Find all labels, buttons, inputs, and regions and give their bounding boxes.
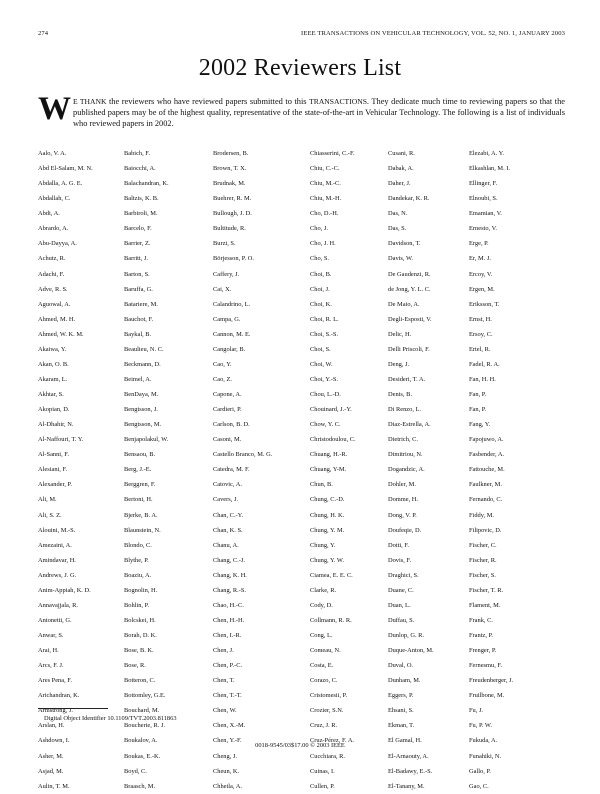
reviewer-name: Cho, J. H. — [310, 240, 336, 248]
reviewer-name: Dovis, F. — [388, 556, 412, 564]
reviewer-name: Filipovic, D. — [469, 526, 502, 534]
reviewer-name: Cho, D.-H. — [310, 210, 339, 218]
reviewer-name: Das, S. — [388, 225, 407, 233]
reviewer-name: Emamian, V. — [469, 210, 502, 218]
reviewer-name: Campa, G. — [213, 315, 241, 323]
reviewer-name: Arcs, F. J. — [38, 662, 64, 670]
reviewer-name: Abrardo, A. — [38, 225, 69, 233]
reviewer-name: Fruilbone, M. — [469, 692, 505, 700]
reviewer-name: De Gaudenzi, R. — [388, 270, 431, 278]
reviewer-name: Baykal, B. — [124, 330, 152, 338]
reviewer-name: de Jong, Y. L. C. — [388, 285, 431, 293]
reviewer-name: Das, N. — [388, 210, 408, 218]
reviewer-name: Gallo, P. — [469, 767, 491, 775]
reviewer-name: De Maio, A. — [388, 300, 420, 308]
reviewer-name: Alesiani, F. — [38, 466, 68, 474]
reviewer-name: Baltzis, K. B. — [124, 195, 159, 203]
reviewer-column — [38, 146, 104, 794]
reviewer-name: Dimitriou, N. — [388, 451, 423, 459]
reviewer-name: Al-Sanni, F. — [38, 451, 69, 459]
reviewer-name: Cannon, M. E. — [213, 330, 251, 338]
reviewer-name: Ellinger, F. — [469, 180, 498, 188]
reviewer-name: Al-Naffouri, T. Y. — [38, 436, 84, 444]
reviewer-name: Fiddy, M. — [469, 511, 494, 519]
intro-text-1: the reviewers who have reviewed papers submitted to this — [106, 97, 310, 106]
reviewer-name: Fan, H. H. — [469, 375, 496, 383]
reviewer-name: Abdallah, C. — [38, 195, 71, 203]
reviewer-name: Chuang, Y-M. — [310, 466, 347, 474]
reviewer-name: Eriksson, T. — [469, 300, 500, 308]
reviewer-name: Chang, R.-S. — [213, 586, 247, 594]
reviewer-name: Arichandran, K. — [38, 692, 80, 700]
reviewer-name: Cucchiara, R. — [310, 752, 345, 760]
reviewer-name: Ernesto, V. — [469, 225, 497, 233]
reviewer-name: Alouini, M.-S. — [38, 526, 76, 534]
reviewer-name: Abu-Dayya, A. — [38, 240, 77, 248]
reviewer-name: Buehrer, R. M. — [213, 195, 252, 203]
reviewer-name: Cusani, R. — [388, 150, 415, 157]
reviewer-name: Choi, R. L. — [310, 315, 339, 323]
reviewer-name: Castello Branco, M. G. — [213, 451, 273, 459]
reviewer-name: Abd El-Salam, M. N. — [38, 165, 93, 173]
reviewer-name: Dunham, M. — [388, 677, 421, 685]
reviewer-name: Barton, S. — [124, 270, 150, 278]
reviewer-column — [310, 146, 376, 794]
reviewer-name: Amezaini, A. — [38, 541, 72, 549]
reviewer-name: Choi, J. — [310, 285, 330, 293]
reviewer-name: Chuang, H.-R. — [310, 451, 348, 459]
reviewer-name: Choi, W. — [310, 360, 333, 368]
reviewer-name: Cho, S. — [310, 255, 330, 263]
page-number: 274 — [38, 30, 49, 37]
reviewer-name: Doufeqie, D. — [388, 526, 422, 534]
reviewer-name: Ersoy, C. — [469, 330, 493, 338]
reviewer-name: Cody, D. — [310, 601, 333, 609]
reviewer-name: Cullen, P. — [310, 782, 335, 790]
reviewer-name: Chung, Y. W. — [310, 556, 344, 564]
reviewer-name: Dandekar, K. R. — [388, 195, 430, 203]
reviewer-name: Denis, B. — [388, 391, 412, 398]
reviewer-name: Faulkner, M. — [469, 481, 502, 489]
reviewer-name: Burzi, S. — [213, 240, 236, 248]
reviewer-name: Choi, K. — [310, 300, 332, 308]
reviewer-name: BenDaya, M. — [124, 391, 159, 398]
reviewer-name: Akaiwa, Y. — [38, 345, 67, 353]
reviewer-name: Ertel, R. — [469, 345, 491, 353]
reviewer-name: Collmann, R. R. — [310, 616, 352, 624]
reviewer-name: Bullough, J. D. — [213, 210, 252, 218]
reviewer-name: Ahmed, M. H. — [38, 315, 76, 323]
reviewer-name: Arai, H. — [38, 647, 59, 655]
reviewer-name: Duque-Anton, M. — [388, 647, 434, 655]
reviewer-name: Berggren, F. — [124, 481, 156, 489]
reviewer-name: Dunlop, G. R. — [388, 632, 425, 639]
reviewer-name: Ciamea, E. E. C. — [310, 571, 353, 579]
reviewer-name: Botteron, C. — [124, 677, 156, 685]
reviewer-name: Beimel, A. — [124, 375, 152, 383]
reviewer-name: Cuinas, I. — [310, 767, 335, 775]
reviewer-name: Duffau, S. — [388, 616, 415, 624]
reviewer-name: Fapojuwo, A. — [469, 436, 504, 444]
footnote-rule — [38, 708, 108, 709]
reviewer-name: Frenger, P. — [469, 647, 497, 655]
reviewer-name: Boaziu, A. — [124, 571, 152, 579]
reviewer-name: Chung, H. K. — [310, 511, 345, 519]
reviewer-column — [213, 146, 279, 794]
reviewer-name: Er, M. J. — [469, 255, 491, 263]
reviewer-name: Barbiroli, M. — [124, 210, 158, 218]
reviewer-name: Draghici, S. — [388, 571, 419, 579]
reviewer-name: Cangolar, B. — [213, 345, 246, 353]
reviewer-name: Boucherie, R. J. — [124, 722, 165, 730]
reviewer-name: Comeau, N. — [310, 647, 341, 655]
reviewer-name: Christodoulou, C. — [310, 436, 356, 444]
reviewer-name: Bultitude, R. — [213, 225, 246, 233]
reviewer-name: Choi, Y.-S. — [310, 375, 339, 383]
footnote-doi: Digital Object Identifier 10.1109/TVT.2003.811863 — [44, 715, 177, 722]
reviewer-name: Bohlin, P. — [124, 601, 150, 609]
reviewer-name: Corazo, C. — [310, 677, 338, 685]
reviewer-name: Anim-Appiah, K. D. — [38, 586, 91, 594]
reviewer-name: Dietrich, C. — [388, 436, 418, 444]
reviewer-name: Calandrino, L. — [213, 300, 251, 308]
reviewer-name: Blondo, C. — [124, 541, 152, 549]
reviewer-name: Erge, P. — [469, 240, 489, 248]
reviewer-name: Bottomley, G.E. — [124, 692, 166, 700]
reviewer-name: Davidson, T. — [388, 240, 421, 248]
reviewer-name: Beaulieu, N. C. — [124, 345, 164, 353]
reviewer-name: Fang, Y. — [469, 421, 491, 429]
reviewer-name: Annavajjala, R. — [38, 601, 78, 609]
reviewer-name: Clarke, R. — [310, 586, 337, 594]
reviewer-name: Cho, J. — [310, 225, 328, 233]
reviewer-name: Chanu, A. — [213, 541, 239, 549]
reviewer-name: Cao, Z. — [213, 375, 232, 383]
reviewer-name: Fischer, S. — [469, 571, 496, 579]
reviewer-name: Armstrong, J. — [38, 707, 73, 715]
reviewer-name: Chouinard, J.-Y. — [310, 406, 352, 414]
reviewer-name: Chan, C.-Y. — [213, 511, 244, 519]
reviewer-name: Choi, B. — [310, 270, 332, 278]
reviewer-name: Chiasserini, C.-F. — [310, 150, 355, 157]
reviewer-name: Fernesmu, F. — [469, 662, 503, 670]
reviewer-name: Chen, P.-C. — [213, 662, 243, 670]
reviewer-name: Di Renzo, L. — [388, 406, 422, 414]
reviewer-name: Davis, W. — [388, 255, 414, 263]
reviewer-name: Freudenberger, J. — [469, 677, 514, 685]
reviewer-name: Crozier, S.N. — [310, 707, 344, 715]
reviewer-name: Bose, B. K. — [124, 647, 154, 655]
reviewer-name: Chen, W. — [213, 707, 237, 715]
reviewer-name: Cheng, J. — [213, 752, 237, 760]
reviewer-name: Boukalov, A. — [124, 737, 158, 745]
reviewer-name: Fukuda, A. — [469, 737, 498, 745]
reviewer-name: El-Badawy, E.-S. — [388, 767, 433, 775]
drop-cap: W — [38, 91, 71, 127]
reviewer-name: Capone, A. — [213, 391, 242, 398]
reviewer-name: Deng, J. — [388, 360, 410, 368]
reviewer-name: Fernando, C. — [469, 496, 503, 504]
reviewer-name: Blythe, P. — [124, 556, 149, 564]
reviewer-name: Brown, T. X. — [213, 165, 247, 173]
reviewer-name: Choi, S. — [310, 345, 331, 353]
reviewer-name: Fadel, R. A. — [469, 360, 500, 368]
reviewer-name: Bouchard, M. — [124, 707, 160, 715]
reviewer-name: Dong, V. P. — [388, 511, 417, 519]
reviewer-name: Catedra, M. F. — [213, 466, 250, 474]
reviewer-name: Degli-Esposti, V. — [388, 315, 432, 323]
reviewer-name: Fan, P. — [469, 406, 487, 414]
reviewer-name: Adve, R. S. — [38, 285, 68, 293]
intro-lead: E THANK — [73, 97, 107, 106]
reviewer-name: Chen, T. — [213, 677, 235, 685]
reviewer-name: Batariere, M. — [124, 300, 158, 308]
reviewer-name: Duan, L. — [388, 601, 411, 609]
reviewer-name: Ergen, M. — [469, 285, 495, 293]
reviewer-name: Bengtsson, J. — [124, 406, 158, 414]
reviewer-name: Baruffa, G. — [124, 285, 153, 293]
reviewer-name: Chun, B. — [310, 481, 333, 489]
reviewer-name: Dohler, M. — [388, 481, 416, 489]
reviewer-name: Delli Priscoli, F. — [388, 345, 430, 353]
reviewer-name: Abdi, A. — [38, 210, 60, 218]
intro-text-2: . They dedicate much time to reviewing papers so that the published papers may be of the highest quality, representative of the state-of-the-art in Vehicular Technology. The following is a list of individuals who reviewed papers in 2002. — [73, 97, 566, 129]
reviewer-name: Brodersen, B. — [213, 150, 249, 157]
reviewer-name: Bengtsson, M. — [124, 421, 162, 429]
reviewer-name: Fu, P. W. — [469, 722, 492, 730]
reviewer-name: Berg, J.-E. — [124, 466, 152, 474]
reviewer-name: Duane, C. — [388, 586, 414, 594]
reviewer-name: Caffery, J. — [213, 270, 240, 278]
reviewer-name: Benjapolakul, W. — [124, 436, 169, 444]
reviewer-name: Chung, C.-D. — [310, 496, 345, 504]
reviewer-name: Bertoni, H. — [124, 496, 153, 504]
reviewer-name: Brudnak, M. — [213, 180, 246, 188]
reviewer-name: Abdalla, A. G. E. — [38, 180, 83, 188]
reviewer-name: Elnoubi, S. — [469, 195, 498, 203]
reviewer-name: Casoni, M. — [213, 436, 242, 444]
reviewer-name: Barrier, Z. — [124, 240, 151, 248]
reviewer-name: Aguowal, A. — [38, 300, 71, 308]
reviewer-name: Fattouche, M. — [469, 466, 505, 474]
reviewer-name: Asher, M. — [38, 752, 64, 760]
reviewer-name: Cardieri, P. — [213, 406, 242, 414]
reviewer-column — [124, 146, 190, 794]
reviewer-name: Asjad, M. — [38, 767, 64, 775]
reviewer-name: Chan, K. S. — [213, 526, 243, 534]
reviewer-column — [469, 146, 535, 794]
reviewer-name: Börjesson, P. O. — [213, 255, 255, 263]
reviewer-name: El-Tanany, M. — [388, 782, 425, 790]
reviewer-name: Chen, Y.-F. — [213, 737, 242, 745]
reviewer-name: Fischer, C. — [469, 541, 497, 549]
reviewer-name: Bauchot, F. — [124, 315, 154, 323]
reviewer-name: Desideri, T. A. — [388, 375, 426, 383]
reviewer-name: Daher, J. — [388, 180, 411, 188]
reviewer-name: Barcelo, F. — [124, 225, 152, 233]
reviewer-name: Chiu, M.-H. — [310, 195, 342, 203]
reviewer-name: Elezabi, A. Y. — [469, 150, 504, 157]
reviewer-name: Diaz-Estrella, A. — [388, 421, 431, 429]
reviewer-name: Duval, O. — [388, 662, 414, 670]
reviewer-name: Fischer, R. — [469, 556, 497, 564]
reviewer-name: Alexander, P. — [38, 481, 72, 489]
reviewer-name: Bose, R. — [124, 662, 146, 670]
reviewer-name: Domme, H. — [388, 496, 418, 504]
reviewer-column — [388, 146, 454, 794]
reviewer-name: Chao, H.-C. — [213, 601, 244, 609]
reviewer-name: Boukas, E.-K. — [124, 752, 161, 760]
reviewer-name: Cruz, J. R. — [310, 722, 338, 730]
reviewer-name: Chen, X.-M. — [213, 722, 246, 730]
reviewer-name: Chen, T.-T. — [213, 692, 242, 700]
reviewer-name: Boyd, C. — [124, 767, 147, 775]
reviewer-name: Borah, D. K. — [124, 632, 157, 639]
reviewer-name: Cruz-Pérez, F. A. — [310, 737, 355, 745]
reviewer-name: Ercoy, V. — [469, 270, 493, 278]
reviewer-name: Achutz, R. — [38, 255, 66, 263]
reviewer-name: Chou, L.-D. — [310, 391, 341, 398]
reviewer-name: Cai, X. — [213, 285, 232, 293]
reviewer-name: Dotti, F. — [388, 541, 409, 549]
reviewer-name: Ahmed, W. K. M. — [38, 330, 84, 338]
reviewer-name: Funahiki, N. — [469, 752, 502, 760]
reviewer-name: Gao, C. — [469, 782, 489, 790]
reviewer-name: Chung, Y. M. — [310, 526, 345, 534]
reviewer-name: Bjerke, B. A. — [124, 511, 158, 519]
reviewer-name: Akopian, D. — [38, 406, 70, 414]
reviewer-name: Catovic, A. — [213, 481, 242, 489]
reviewer-name: Aalo, V. A. — [38, 150, 67, 157]
reviewer-name: Cao, Y. — [213, 360, 232, 368]
reviewer-name: Ali, M. — [38, 496, 57, 504]
reviewer-name: Cheun, K. — [213, 767, 240, 775]
reviewer-name: Ares Pena, F. — [38, 677, 72, 685]
reviewer-name: Frantz, P. — [469, 632, 493, 639]
reviewer-name: Carlson, B. D. — [213, 421, 250, 429]
reviewer-name: Bensaou, B. — [124, 451, 156, 459]
reviewer-name: Akan, O. B. — [38, 360, 69, 368]
reviewer-name: Amindavar, H. — [38, 556, 76, 564]
reviewer-name: Akaram, L. — [38, 375, 68, 383]
journal-title: IEEE TRANSACTIONS ON VEHICULAR TECHNOLOGY, VOL. 52, NO. 1, JANUARY 2003 — [301, 30, 565, 37]
reviewer-name: Andrews, J. G. — [38, 571, 77, 579]
reviewer-name: Ali, S. Z. — [38, 511, 62, 519]
reviewer-name: Bolcskei, H. — [124, 616, 156, 624]
reviewer-name: Beckmann, D. — [124, 360, 161, 368]
reviewer-name: Arslan, H. — [38, 722, 65, 730]
reviewer-name: Chow, Y. C. — [310, 421, 341, 429]
reviewer-name: Choi, S.-S. — [310, 330, 339, 338]
reviewer-name: Chung, Y. — [310, 541, 336, 549]
reviewer-name: Antonetti, G. — [38, 616, 72, 624]
reviewer-name: Fischer, T. R. — [469, 586, 504, 594]
reviewer-name: Balachandran, K. — [124, 180, 169, 188]
reviewer-name: Al-Dhahir, N. — [38, 421, 74, 429]
reviewer-name: El Gamal, H. — [388, 737, 422, 745]
reviewer-name: Delic, H. — [388, 330, 412, 338]
intro-transactions: TRANSACTIONS — [309, 97, 367, 106]
reviewer-name: Flament, M. — [469, 601, 501, 609]
reviewer-name: Ehsani, S. — [388, 707, 414, 715]
reviewer-name: Cong, L. — [310, 632, 333, 639]
reviewer-name: Babich, F. — [124, 150, 150, 157]
reviewer-name: Fan, P. — [469, 391, 487, 398]
reviewer-name: Elkashlan, M. I. — [469, 165, 510, 173]
running-header — [38, 30, 565, 42]
reviewer-name: Cristomesii, P. — [310, 692, 348, 700]
reviewer-name: Eggers, P. — [388, 692, 414, 700]
reviewer-name: Fasbender, A. — [469, 451, 505, 459]
reviewer-name: Chen, J. — [213, 647, 234, 655]
reviewer-name: Anwar, S. — [38, 632, 64, 639]
reviewer-name: Akhtar, S. — [38, 391, 64, 398]
copyright-footer: 0018-9545/03$17.00 © 2003 IEEE — [255, 742, 345, 749]
reviewer-name: Chhetla, A. — [213, 782, 242, 790]
reviewer-name: Chiu, M.-C. — [310, 180, 341, 188]
intro-paragraph — [38, 91, 566, 130]
reviewer-name: Frank, C. — [469, 616, 493, 624]
reviewer-name: Ernst, H. — [469, 315, 492, 323]
reviewer-name: Costa, E. — [310, 662, 334, 670]
reviewer-name: Chang, K. H. — [213, 571, 247, 579]
reviewer-name: Baiocchi, A. — [124, 165, 156, 173]
reviewer-name: Blaunstein, N. — [124, 526, 161, 534]
reviewer-name: Dogandzic, A. — [388, 466, 425, 474]
reviewer-name: Ashdown, I. — [38, 737, 70, 745]
page-title: 2002 Reviewers List — [198, 55, 402, 81]
reviewer-name: Cavers, J. — [213, 496, 239, 504]
reviewer-name: Chen, H.-H. — [213, 616, 245, 624]
reviewer-name: El-Arnaouty, A. — [388, 752, 429, 760]
reviewer-name: Aulin, T. M. — [38, 782, 70, 790]
reviewer-name: Dabak, A. — [388, 165, 414, 173]
reviewer-name: Fu, J. — [469, 707, 484, 715]
reviewer-name: Bognolin, H. — [124, 586, 158, 594]
reviewer-name: Braasch, M. — [124, 782, 156, 790]
reviewer-name: Chen, I.-R. — [213, 632, 242, 639]
reviewer-name: Chang, C.-J. — [213, 556, 245, 564]
reviewer-name: Barritt, J. — [124, 255, 148, 263]
reviewer-name: Adachi, F. — [38, 270, 65, 278]
reviewer-name: Ekman, T. — [388, 722, 415, 730]
reviewer-name: Chiu, C.-C. — [310, 165, 340, 173]
